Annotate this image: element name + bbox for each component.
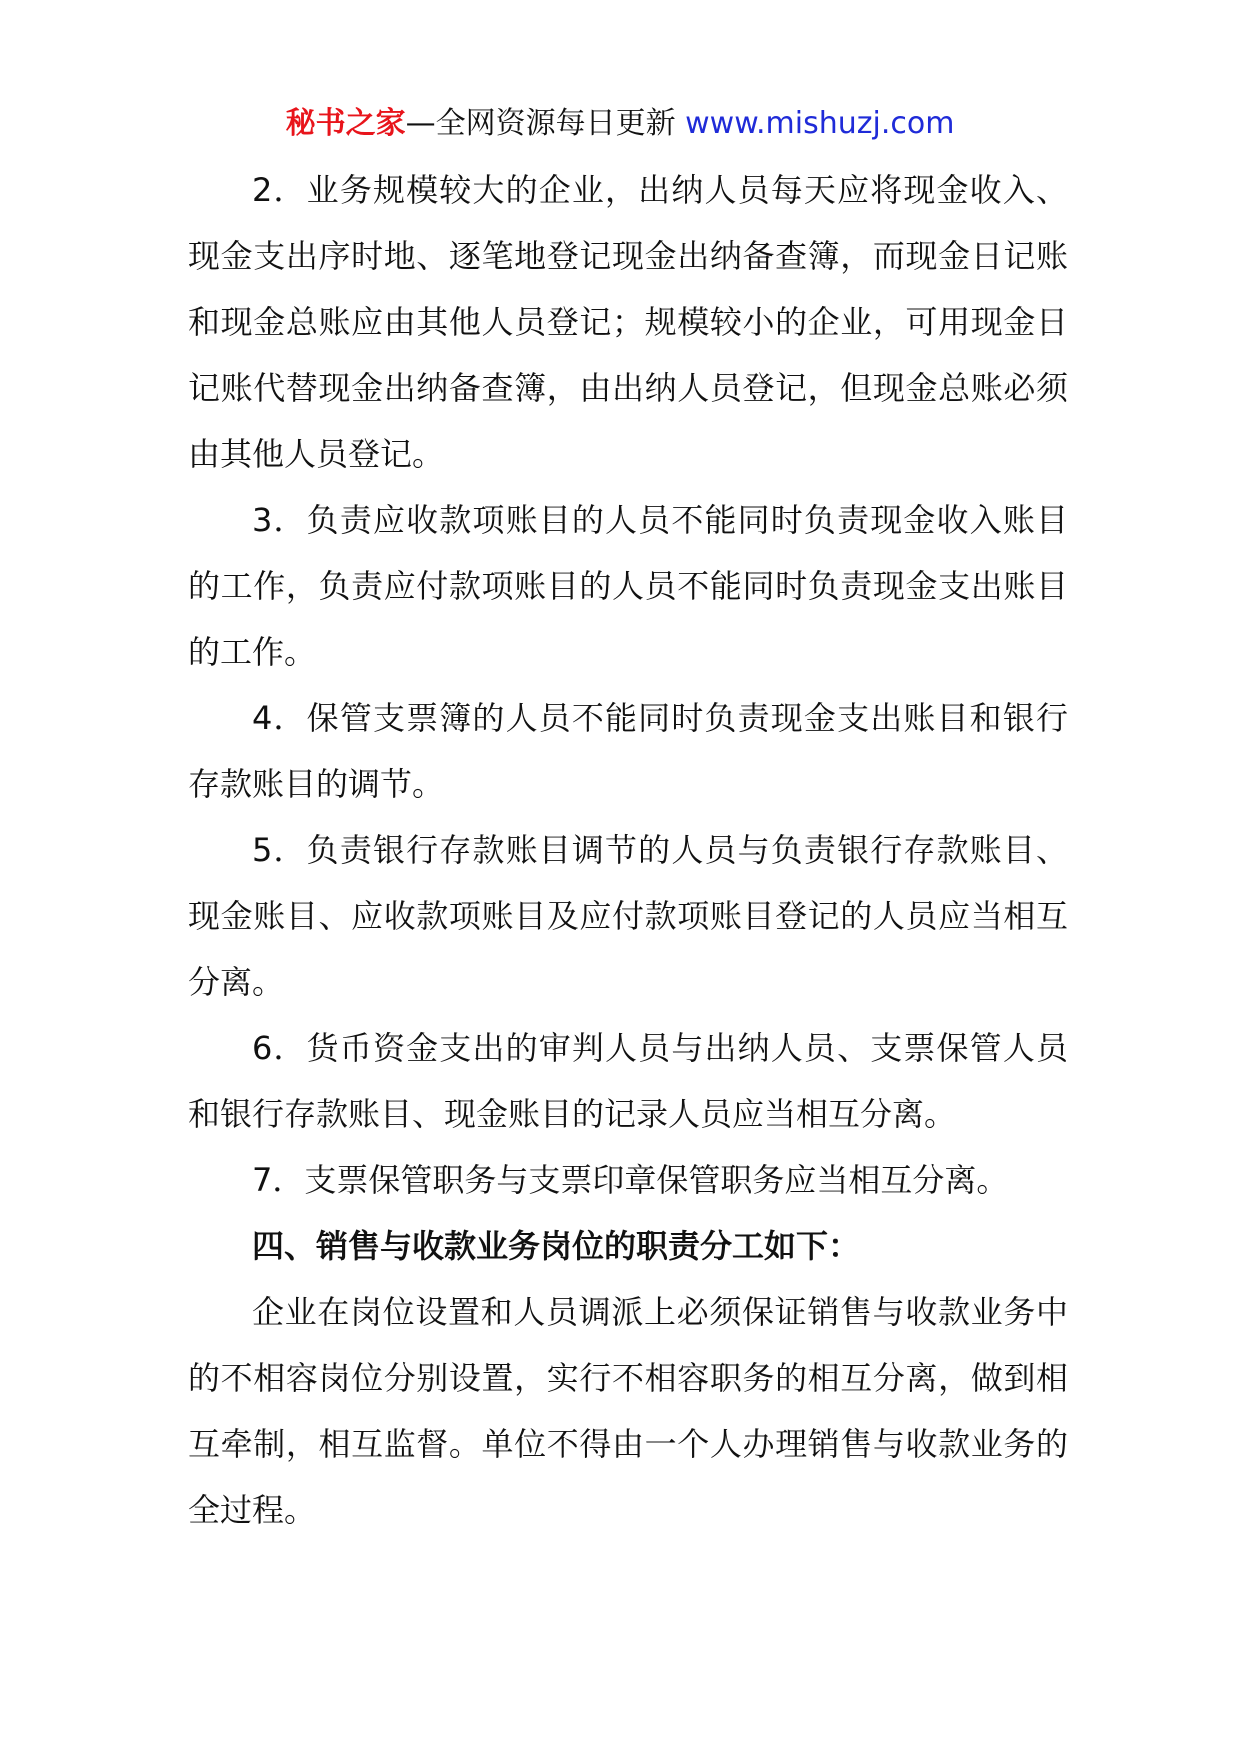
paragraph-item-7: 7．支票保管职务与支票印章保管职务应当相互分离。 — [252, 1161, 1009, 1199]
site-slogan: —全网资源每日更新 — [405, 106, 686, 141]
paragraph-item-2: 2．业务规模较大的企业，出纳人员每天应将现金收入、现金支出序时地、逐笔地登记现金出纳备查簿，而现金日记账和现金总账应由其他人员登记；规模较小的企业，可用现金日记账代替现金出纳备查簿，由出纳人员登记，但现金总账必须由其他人员登记。 — [188, 171, 1068, 473]
site-header — [0, 100, 1240, 148]
paragraph-item-5: 5．负责银行存款账目调节的人员与负责银行存款账目、现金账目、应收款项账目及应付款项账目登记的人员应当相互分离。 — [188, 831, 1068, 1001]
document-body — [188, 157, 1068, 1543]
site-url-link[interactable]: www.mishuzj.com — [685, 106, 955, 141]
paragraph-item-6: 6．货币资金支出的审判人员与出纳人员、支票保管人员和银行存款账目、现金账目的记录人员应当相互分离。 — [188, 1029, 1068, 1133]
section-body-paragraph: 企业在岗位设置和人员调派上必须保证销售与收款业务中的不相容岗位分别设置，实行不相容职务的相互分离，做到相互牵制，相互监督。单位不得由一个人办理销售与收款业务的全过程。 — [188, 1293, 1068, 1529]
paragraph-item-4: 4．保管支票簿的人员不能同时负责现金支出账目和银行存款账目的调节。 — [188, 699, 1068, 803]
site-brand: 秘书之家 — [285, 106, 406, 141]
paragraph-item-3: 3．负责应收款项账目的人员不能同时负责现金收入账目的工作，负责应付款项账目的人员不能同时负责现金支出账目的工作。 — [188, 501, 1068, 671]
section-heading: 四、销售与收款业务岗位的职责分工如下： — [252, 1227, 861, 1265]
